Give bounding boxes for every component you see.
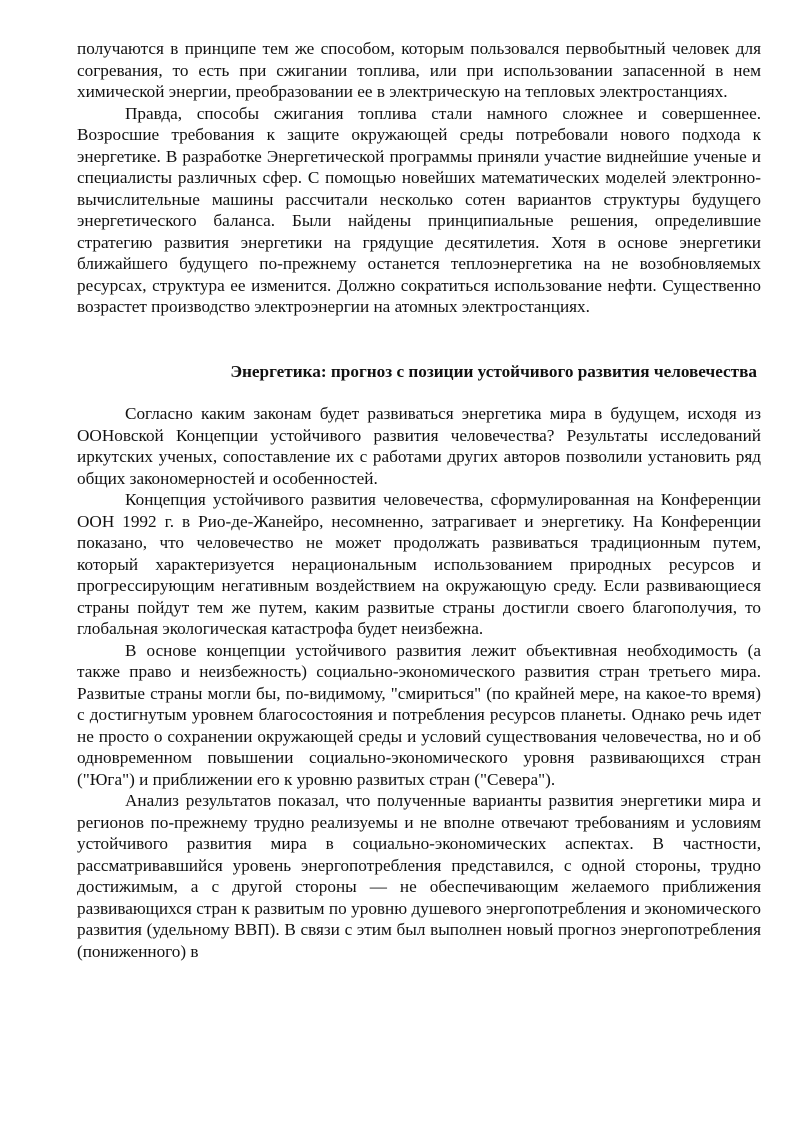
paragraph-concept-1992: Концепция устойчивого развития человечества, сформулированная на Конференции ООН 1992 г. в Рио-де-Жанейро, несомненно, затрагивает и энергетику. На Конференции показано, что человечество не может продолжать развиваться традиционным путем, который характеризуется нерациональным использованием природных ресурсов и прогрессирующим негативным воздействием на окружающую среду. Если развивающиеся страны пойдут тем же путем, каким развитые страны достигли своего благополучия, то глобальная экологическая катастрофа будет неизбежна.: [77, 490, 761, 638]
document-page: [77, 38, 761, 962]
paragraph-laws-question: Согласно каким законам будет развиваться энергетика мира в будущем, исходя из ООНовской Концепции устойчивого развития человечества? Результаты исследований иркутских ученых, сопоставление их с работами других авторов позволили установить ряд общих закономерностей и особенностей.: [77, 404, 761, 488]
section-heading: Энергетика: прогноз с позиции устойчивого развития человечества: [230, 361, 757, 381]
paragraph-fuel-combustion: Правда, способы сжигания топлива стали намного сложнее и совершеннее. Возросшие требования к защите окружающей среды потребовали нового подхода к энергетике. В разработке Энергетической программы приняли участие виднейшие ученые и специалисты различных сфер. С помощью новейших математических моделей электронно-вычислительные машины рассчитали несколько сотен вариантов структуры будущего энергетического баланса. Были найдены принципиальные решения, определившие стратегию развития энергетики на грядущие десятилетия. Хотя в основе энергетики ближайшего будущего по-прежнему останется теплоэнергетика на не возобновляемых ресурсах, структура ее изменится. Должно сократиться использование нефти. Существенно возрастет производство электроэнергии на атомных электростанциях.: [77, 103, 761, 316]
paragraph-concept-basis: В основе концепции устойчивого развития лежит объективная необходимость (а также право и неизбежность) социально-экономического развития стран третьего мира. Развитые страны могли бы, по-видимому, "смириться" (по крайней мере, на какое-то время) с достигнутым уровнем благосостояния и потребления ресурсов планеты. Однако речь идет не просто о сохранении окружающей среды и условий существования человечества, но и об одновременном повышении социально-экономического уровня развивающихся стран ("Юга") и приближении его к уровню развитых стран ("Севера").: [77, 640, 761, 789]
paragraph-analysis-results: Анализ результатов показал, что полученные варианты развития энергетики мира и регионов по-прежнему трудно реализуемы и не вполне отвечают требованиям и условиям устойчивого развития мира в социально-экономических аспектах. В частности, рассматривавшийся уровень энергопотребления представился, с одной стороны, трудно достижимым, а с другой стороны — не обеспечивающим желаемого приближения развивающихся стран к развитым по уровню душевого энергопотребления и экономического развития (удельному ВВП). В связи с этим был выполнен новый прогноз энергопотребления (пониженного) в: [77, 791, 761, 961]
paragraph-continuation: получаются в принципе тем же способом, которым пользовался первобытный человек для согревания, то есть при сжигании топлива, или при использовании запасенной в нем химической энергии, преобразовании ее в электрическую на тепловых электростанциях.: [77, 39, 761, 101]
